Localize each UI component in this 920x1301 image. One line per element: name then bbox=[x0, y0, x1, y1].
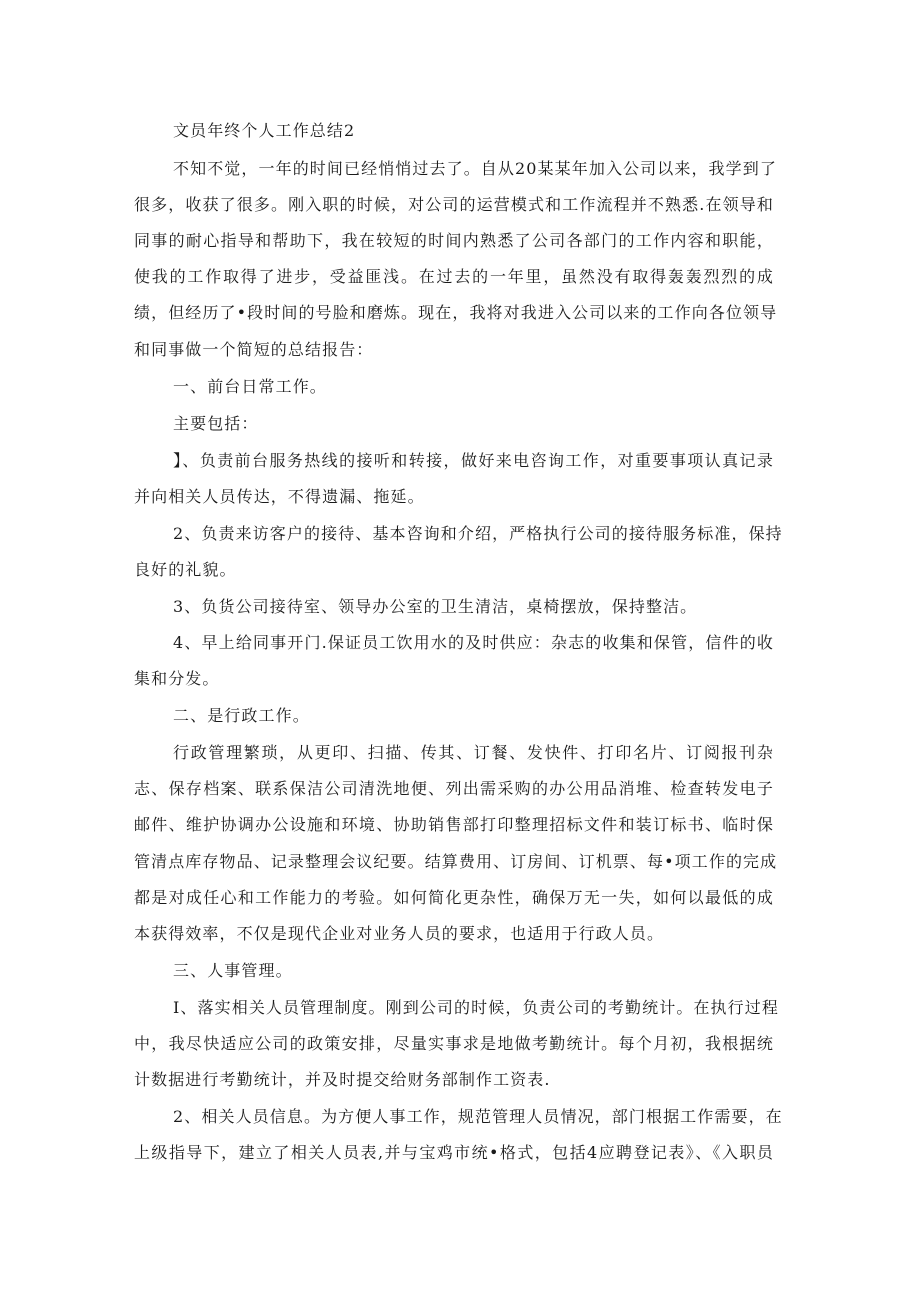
list-item-line: 集和分发。 bbox=[134, 669, 220, 688]
list-item-line: 2、相关人员信息。为方便人事工作，规范管理人员情况，部门根据工作需要，在 bbox=[173, 1107, 783, 1126]
paragraph-line: 和同事做一个简短的总结报告： bbox=[134, 340, 374, 359]
list-item-line: 4、早上给同事开门.保证员工饮用水的及时供应：杂志的收集和保管，信件的收 bbox=[173, 633, 774, 652]
paragraph-line: 行政管理繁琐，从更印、扫描、传其、订餐、发快件、打印名片、订阅报刊杂 bbox=[173, 743, 774, 762]
section-heading: 二、是行政工作。 bbox=[173, 706, 310, 725]
list-item-line: 并向相关人员传达，不得遗漏、拖延。 bbox=[134, 487, 425, 506]
paragraph-line: 不知不觉，一年的时间已经悄悄过去了。自从20某某年加入公司以来，我学到了 bbox=[173, 159, 777, 178]
paragraph-line: 绩，但经历了•段时间的号脸和磨炼。现在，我将对我进入公司以来的工作向各位领导 bbox=[134, 303, 778, 322]
section-heading: 三、人事管理。 bbox=[173, 961, 293, 980]
list-item-line: 3、负货公司接待室、领导办公室的卫生清洁，桌椅摆放，保持整洁。 bbox=[173, 597, 698, 616]
paragraph-line: 志、保存档案、联系保洁公司清洗地便、列出需采购的办公用品消堆、检查转发电子 bbox=[134, 779, 774, 798]
list-item-line: 】、负责前台服务热线的接听和转接，做好来电咨询工作，对重要事项认真记录 bbox=[173, 451, 774, 470]
paragraph-line: 都是对成任心和工作能力的考验。如何简化更杂性，确保万无一失，如何以最低的成 bbox=[134, 888, 774, 907]
document-title: 文员年终个人工作总结2 bbox=[173, 121, 356, 140]
paragraph-line: 同事的耐心指导和帮助下，我在较短的时间内熟悉了公司各部门的工作内容和职能， bbox=[134, 231, 774, 250]
list-item-line: 中，我尽快适应公司的政策安排，尽量实事求是地做考勤统计。每个月初，我根据统 bbox=[134, 1034, 774, 1053]
list-item-line: I、落实相关人员管理制度。刚到公司的时候，负责公司的考勤统计。在执行过程 bbox=[173, 998, 779, 1017]
list-item-line: 良好的礼貌。 bbox=[134, 560, 237, 579]
paragraph-line: 很多，收获了很多。刚入职的时候，对公司的运营模式和工作流程并不熟悉.在领导和 bbox=[134, 195, 774, 214]
paragraph-line: 邮件、维护协调办公设施和环境、协助销售部打印整理招标文件和装订标书、临时保 bbox=[134, 815, 774, 834]
list-item-line: 上级指导下，建立了相关人员表,并与宝鸡市统•格式，包括4应聘登记表》、《入职员 bbox=[134, 1143, 774, 1162]
paragraph-line: 本获得效率，不仅是现代企业对业务人员的要求，也适用于行政人员。 bbox=[134, 924, 665, 943]
section-heading: 一、前台日常工作。 bbox=[173, 377, 327, 396]
paragraph-line: 使我的工作取得了进步，受益匪浅。在过去的一年里，虽然没有取得轰轰烈烈的成 bbox=[134, 267, 774, 286]
paragraph-line: 管清点库存物品、记录整理会议纪要。结算费用、订房间、订机票、每•项工作的完成 bbox=[134, 852, 778, 871]
list-item-line: 2、负责来访客户的接待、基本咨询和介绍，严格执行公司的接待服务标准，保持 bbox=[173, 524, 783, 543]
paragraph-line: 主要包括： bbox=[173, 414, 259, 433]
list-item-line: 计数据进行考勤统计，并及时提交给财务部制作工资表. bbox=[134, 1070, 551, 1089]
